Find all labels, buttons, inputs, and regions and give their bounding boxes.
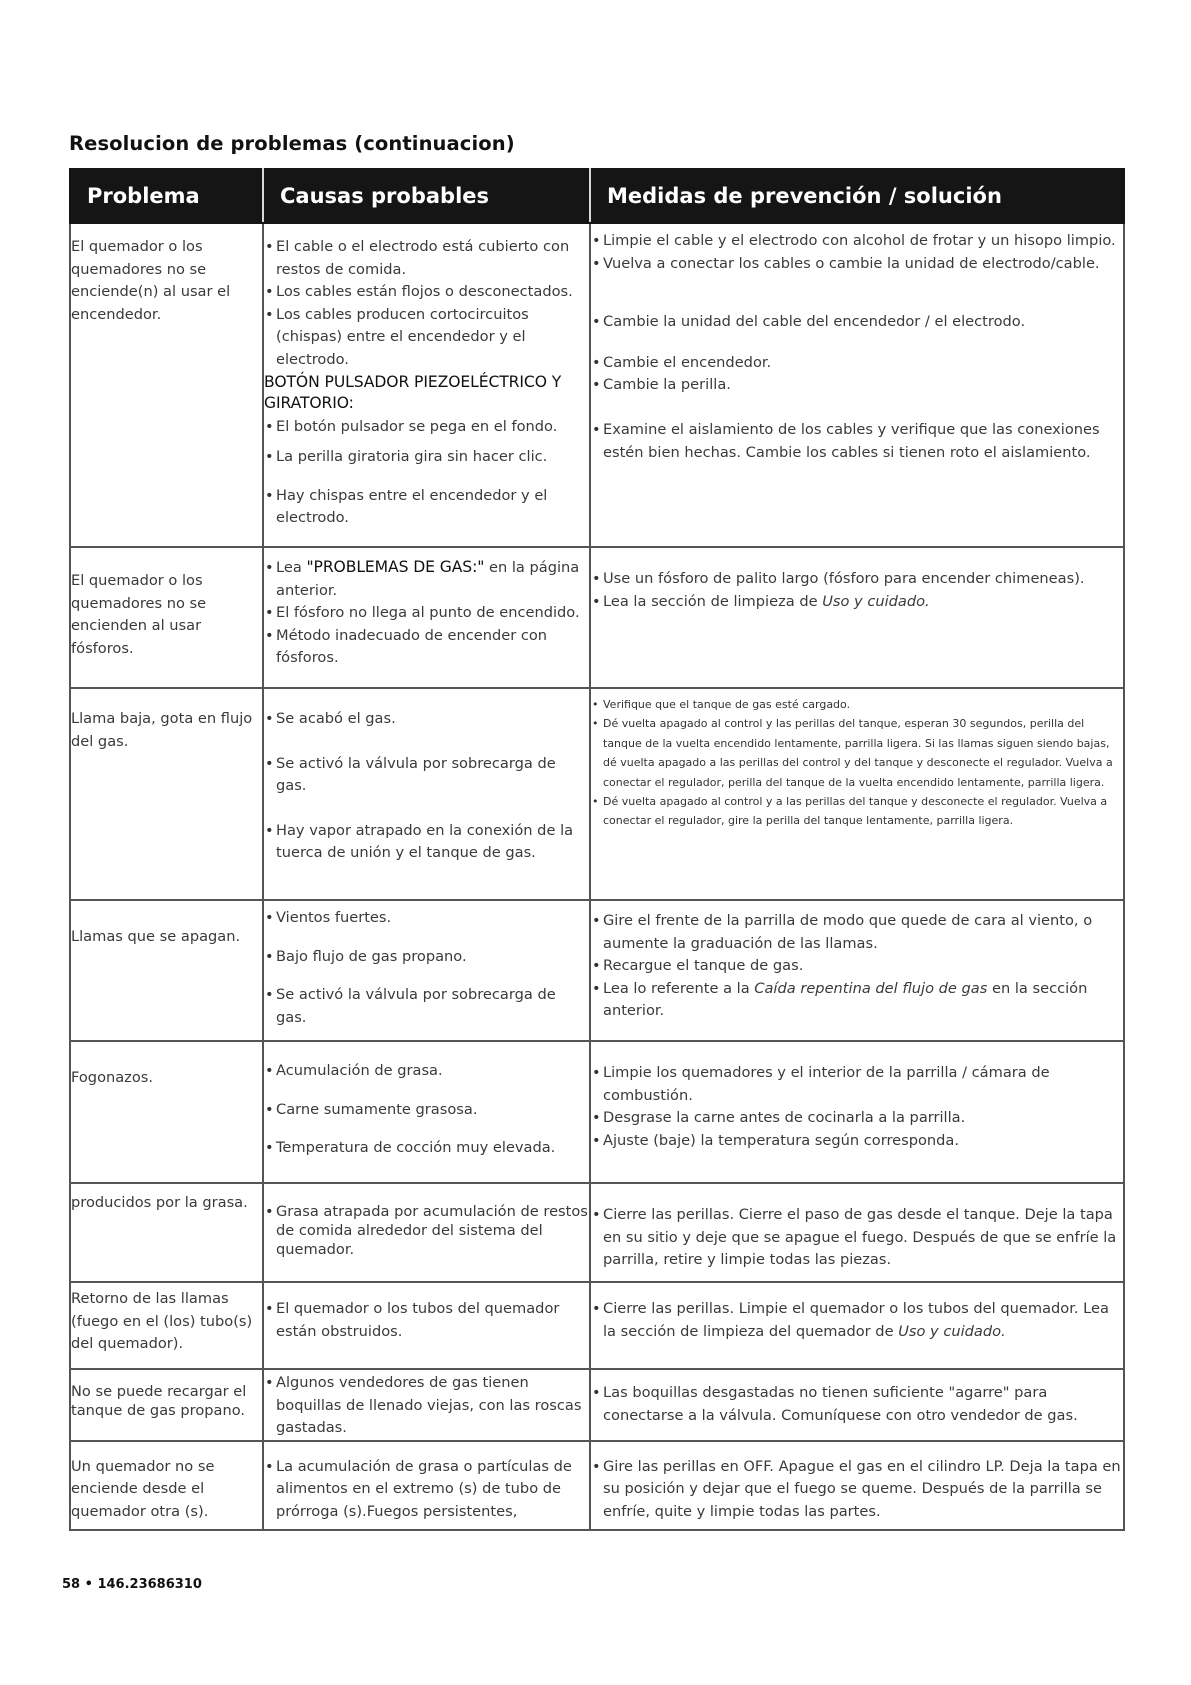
causes-cell [263, 1369, 590, 1441]
cause-item: • Algunos vendedores de gas tienen boquillas de llenado viejas, con las roscas gastadas. [264, 1372, 589, 1440]
solutions-cell [590, 223, 1124, 547]
solution-item [591, 1298, 1123, 1343]
problem-cell [70, 688, 263, 900]
solution-item: • Dé vuelta apagado al control y a las perillas del tanque y desconecte el regulador. Vuelva a conectar el regulador, gire la perilla del tanque lentamente, parrilla ligera. [591, 792, 1123, 831]
table-row [70, 688, 1124, 900]
cause-item: • Temperatura de cocción muy elevada. [264, 1137, 589, 1160]
cause-item: • Los cables producen cortocircuitos (chispas) entre el encendedor y el electrodo. [264, 304, 589, 372]
cause-item: • Se activó la válvula por sobrecarga de gas. [264, 753, 589, 798]
problem-cell [70, 1041, 263, 1183]
solution-item: • Dé vuelta apagado al control y las perillas del tanque, esperan 30 segundos, perilla del tanque de la vuelta encendido lentamente, parrilla ligera. Si las llamas siguen siendo bajas, dé vuelta apagado a las perillas del control y del tanque y desconecte el regulador. Vuelva a conectar el regulador, perilla del tanque de la vuelta encendido lentamente, parrilla ligera. [591, 714, 1123, 792]
problem-cell [70, 547, 263, 688]
cause-item: • El fósforo no llega al punto de encendido. [264, 602, 589, 625]
solutions-cell [590, 1183, 1124, 1282]
solutions-cell [590, 547, 1124, 688]
cause-item: • Vientos fuertes. [264, 907, 589, 930]
solution-item: • Limpie el cable y el electrodo con alcohol de frotar y un hisopo limpio. [591, 230, 1123, 253]
solution-item: • Use un fósforo de palito largo (fósforo para encender chimeneas). [591, 568, 1123, 591]
table-row [70, 900, 1124, 1041]
table-row [70, 1183, 1124, 1282]
problem-text: Fogonazos. [71, 1069, 154, 1086]
causes-cell [263, 900, 590, 1041]
problem-text: Retorno de las llamas (fuego en el (los) tubo(s) del quemador). [71, 1290, 253, 1353]
cause-item: • Carne sumamente grasosa. [264, 1099, 589, 1122]
causes-subheading: BOTÓN PULSADOR PIEZOELÉCTRICO Y GIRATORIO: [264, 372, 562, 412]
solution-item: • Las boquillas desgastadas no tienen suficiente "agarre" para conectarse a la válvula. Comuníquese con otro vendedor de gas. [591, 1382, 1123, 1427]
causes-cell [263, 1282, 590, 1369]
table-row [70, 547, 1124, 688]
cause-item: • Se activó la válvula por sobrecarga de gas. [264, 984, 589, 1029]
solution-text: Lea la sección de limpieza de [603, 592, 823, 610]
causes-cell [263, 1441, 590, 1530]
solution-item [591, 978, 1123, 1023]
solution-item: • Recargue el tanque de gas. [591, 955, 1123, 978]
problem-text: Llama baja, gota en flujo del gas. [71, 710, 253, 750]
cause-text: Lea [276, 559, 307, 576]
solution-item: • Cambie la unidad del cable del encendedor / el electrodo. [591, 311, 1123, 334]
solution-item: • Cierre las perillas. Cierre el paso de gas desde el tanque. Deje la tapa en su sitio y deje que se apague el fuego. Después de que se enfríe la parrilla, retire y limpie todas las piezas. [591, 1204, 1123, 1272]
problem-cell [70, 1369, 263, 1441]
problem-text: Un quemador no se enciende desde el quemador otra (s). [71, 1457, 215, 1520]
table-row [70, 1041, 1124, 1183]
header-solutions: Medidas de prevención / solución [590, 169, 1124, 223]
causes-cell [263, 223, 590, 547]
page-footer: 58 • 146.23686310 [62, 1577, 202, 1592]
solution-reference: Uso y cuidado. [822, 592, 930, 610]
table-row [70, 1441, 1124, 1530]
solution-item: • Gire las perillas en OFF. Apague el gas en el cilindro LP. Deja la tapa en su posición y dejar que el fuego se queme. Después de la parrilla se enfríe, quite y limpie todas las partes. [591, 1456, 1123, 1524]
cause-item: • Se acabó el gas. [264, 708, 589, 731]
solution-item: • Cambie la perilla. [591, 374, 1123, 397]
solutions-cell [590, 900, 1124, 1041]
table-row [70, 1369, 1124, 1441]
problem-text: El quemador o los quemadores no se enciende(n) al usar el encendedor. [71, 238, 231, 323]
problem-text: No se puede recargar el tanque de gas propano. [71, 1383, 247, 1419]
cause-text: en la página anterior. [276, 559, 580, 599]
causes-cell [263, 1041, 590, 1183]
solution-text: en la sección anterior. [603, 979, 1088, 1020]
solution-reference: Uso y cuidado. [898, 1322, 1006, 1340]
problem-cell [70, 223, 263, 547]
header-problem: Problema [70, 169, 263, 223]
causes-cell [263, 547, 590, 688]
solution-item: • Desgrase la carne antes de cocinarla a la parrilla. [591, 1107, 1123, 1130]
cause-item: • Los cables están flojos o desconectados. [264, 281, 589, 304]
cause-item: • Método inadecuado de encender con fósforos. [264, 625, 589, 670]
cause-item [264, 557, 589, 602]
cause-item: • El quemador o los tubos del quemador están obstruidos. [264, 1298, 589, 1343]
solution-item: • Examine el aislamiento de los cables y verifique que las conexiones estén bien hechas. Cambie los cables si tienen roto el aislamiento. [591, 419, 1123, 464]
cause-item: • Acumulación de grasa. [264, 1060, 589, 1083]
cause-item: • La perilla giratoria gira sin hacer clic. [264, 446, 589, 469]
solution-item [591, 591, 1123, 614]
solutions-cell [590, 688, 1124, 900]
causes-cell [263, 1183, 590, 1282]
solutions-cell [590, 1041, 1124, 1183]
solutions-cell [590, 1282, 1124, 1369]
solution-text: Lea lo referente a la [603, 979, 755, 997]
problem-text: Llamas que se apagan. [71, 928, 241, 945]
cause-item: • Bajo flujo de gas propano. [264, 946, 589, 969]
solution-text: Cierre las perillas. Limpie el quemador o los tubos del quemador. Lea la sección de limpieza del quemador de [603, 1300, 1109, 1340]
troubleshooting-table [69, 168, 1125, 1531]
page-title: Resolucion de problemas (continuacion) [69, 132, 515, 155]
problem-cell [70, 1282, 263, 1369]
problem-cell [70, 900, 263, 1041]
cause-item: • El cable o el electrodo está cubierto con restos de comida. [264, 236, 589, 281]
problem-cell [70, 1441, 263, 1530]
table-row [70, 1282, 1124, 1369]
problem-text: producidos por la grasa. [71, 1194, 248, 1211]
cause-reference: "PROBLEMAS DE GAS:" [306, 558, 485, 576]
solution-item: • Gire el frente de la parrilla de modo que quede de cara al viento, o aumente la graduación de las llamas. [591, 910, 1123, 955]
solutions-cell [590, 1369, 1124, 1441]
causes-cell [263, 688, 590, 900]
table-row [70, 223, 1124, 547]
solution-reference: Caída repentina del flujo de gas [754, 979, 988, 997]
table-header-row [70, 169, 1124, 223]
solution-item: • Verifique que el tanque de gas esté cargado. [591, 695, 1123, 714]
cause-item: • Hay chispas entre el encendedor y el electrodo. [264, 485, 589, 530]
solution-item: • Vuelva a conectar los cables o cambie la unidad de electrodo/cable. [591, 253, 1123, 276]
cause-item: • El botón pulsador se pega en el fondo. [264, 416, 589, 439]
cause-item: • Hay vapor atrapado en la conexión de la tuerca de unión y el tanque de gas. [264, 820, 589, 865]
header-causes: Causas probables [263, 169, 590, 223]
solution-item: • Cambie el encendedor. [591, 352, 1123, 375]
problem-cell [70, 1183, 263, 1282]
solution-item: • Ajuste (baje) la temperatura según corresponda. [591, 1130, 1123, 1153]
solutions-cell [590, 1441, 1124, 1530]
cause-item: • Grasa atrapada por acumulación de restos de comida alrededor del sistema del quemador. [264, 1202, 589, 1259]
cause-item: • La acumulación de grasa o partículas de alimentos en el extremo (s) de tubo de prórroga (s).Fuegos persistentes, [264, 1456, 589, 1524]
problem-text: El quemador o los quemadores no se encienden al usar fósforos. [71, 572, 207, 657]
solution-item: • Limpie los quemadores y el interior de la parrilla / cámara de combustión. [591, 1062, 1123, 1107]
